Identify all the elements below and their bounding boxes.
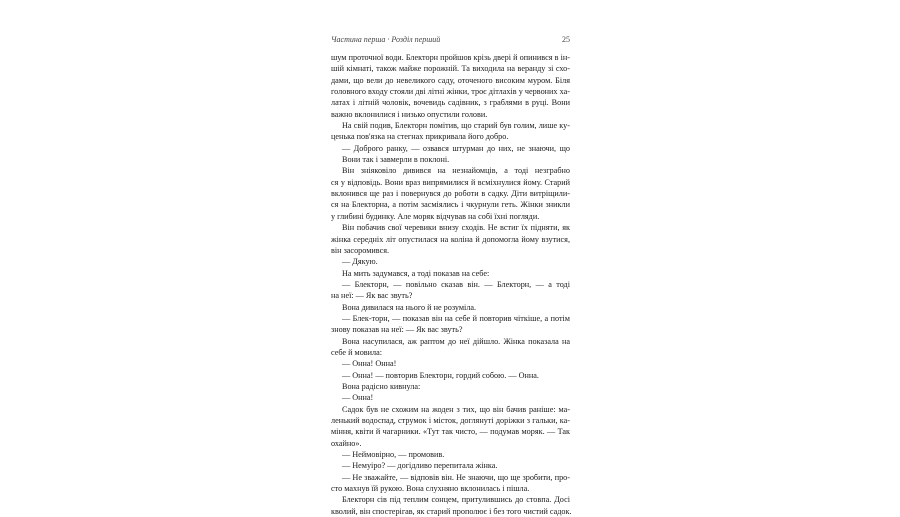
text-line: Він зніяковіло дивився на незнайомців, а тоді незграбно [342,166,570,176]
text-line: шум проточної води. Блекторн пройшов крізь двері й опинився в ін- [331,53,570,62]
text-line: знову показав на неї: — Як вас звуть? [331,325,463,335]
text-line: міння, квіти й чагарники. «Тут так чисто, — подумав моряк. — Так [331,427,570,437]
text-line: Садок був не схожим на жоден з тих, що він бачив раніше: ма- [342,404,570,414]
body-text [331,52,570,517]
text-line: — Немуіро? — догідливо перепитала жінка. [342,461,498,471]
text-line: важно вклонилися і низько опустили голови. [331,109,488,119]
text-line: — Блек-торн, — показав він на себе й повторив чіткіше, а потім [342,313,570,323]
text-line: дами, що вели до невеликого саду, оточеного високим муром. Біля [331,75,570,85]
text-line: — Неймовірно, — промовив. [342,450,445,460]
text-line: Вона насупилася, аж раптом до неї дійшло. Жінка показала на [342,336,570,346]
running-title: Частина перша · Розділ перший [331,35,441,44]
text-line: — Доброго ранку, — озвався штурман до них, не знаючи, що [342,143,570,153]
text-line: Блекторн сів під теплим сонцем, притулившись до стовпа. Досі [342,495,570,505]
text-line: Вони так і завмерли в поклоні. [342,155,450,165]
text-line: Він побачив свої черевики внизу сходів. Не встиг їх підняти, як [342,223,570,233]
text-line: жінка середніх літ опустилася на коліна й допомогла йому взутися, [331,234,570,244]
text-line: кволий, він спостерігав, як старий прополює і без того чистий садок. [331,506,572,516]
text-line: латах і літній чоловік, вочевидь садівник, з граблями в руці. Вони [331,98,570,108]
text-line: сто махнув їй рукою. Вона слухняно вклонилась і пішла. [331,484,530,494]
text-line: ся на Блекторна, а потім засміялись і чкурнули геть. Жінки зникли [331,200,570,210]
text-line: — Не зважайте, — відповів він. Не знаючи, що ще зробити, про- [342,472,570,482]
text-line: вклонився ще раз і повернувся до роботи в садку. Діти витріщили- [331,189,570,199]
text-line: — Онна! — повторив Блекторн, гордий собою. — Онна. [342,370,539,380]
text-line: ленький водоспад, струмок і місток, доглянуті доріжки з гальки, ка- [331,416,570,425]
text-line: головного входу стояли дві літні жінки, троє дітлахів у червоних ха- [331,87,570,97]
page-number: 25 [562,35,570,44]
text-line: охайно». [331,438,362,448]
text-line: ся у відповідь. Вони враз випрямилися й всміхнулися йому. Старий [331,177,570,187]
running-head [331,35,570,47]
text-line: на неї: — Як вас звуть? [331,291,413,301]
text-line: ценька пов'язка на стегнах прикривала його добро. [331,132,509,142]
text-line: На свій подив, Блекторн помітив, що старий був голим, лише ку- [342,121,570,131]
text-line: — Онна! Онна! [342,359,397,369]
text-line: у глибині будинку. Але моряк відчував на собі їхні погляди. [331,211,540,221]
text-line: Вона радісно кивнула: [342,381,421,391]
text-line: він засоромився. [331,245,390,255]
text-line: На мить задумався, а тоді показав на себе: [342,268,490,278]
text-line: Вона дивилася на нього й не розуміла. [342,302,477,312]
text-line: — Дякую. [342,257,378,267]
text-line: — Блекторн, — повільно сказав він. — Блекторн, — а тоді [342,279,570,289]
text-line: — Онна! [342,393,374,403]
text-line: себе й мовила: [331,347,383,357]
text-line: шій кімнаті, також майже порожній. Та виходила на веранду зі схо- [331,64,570,74]
